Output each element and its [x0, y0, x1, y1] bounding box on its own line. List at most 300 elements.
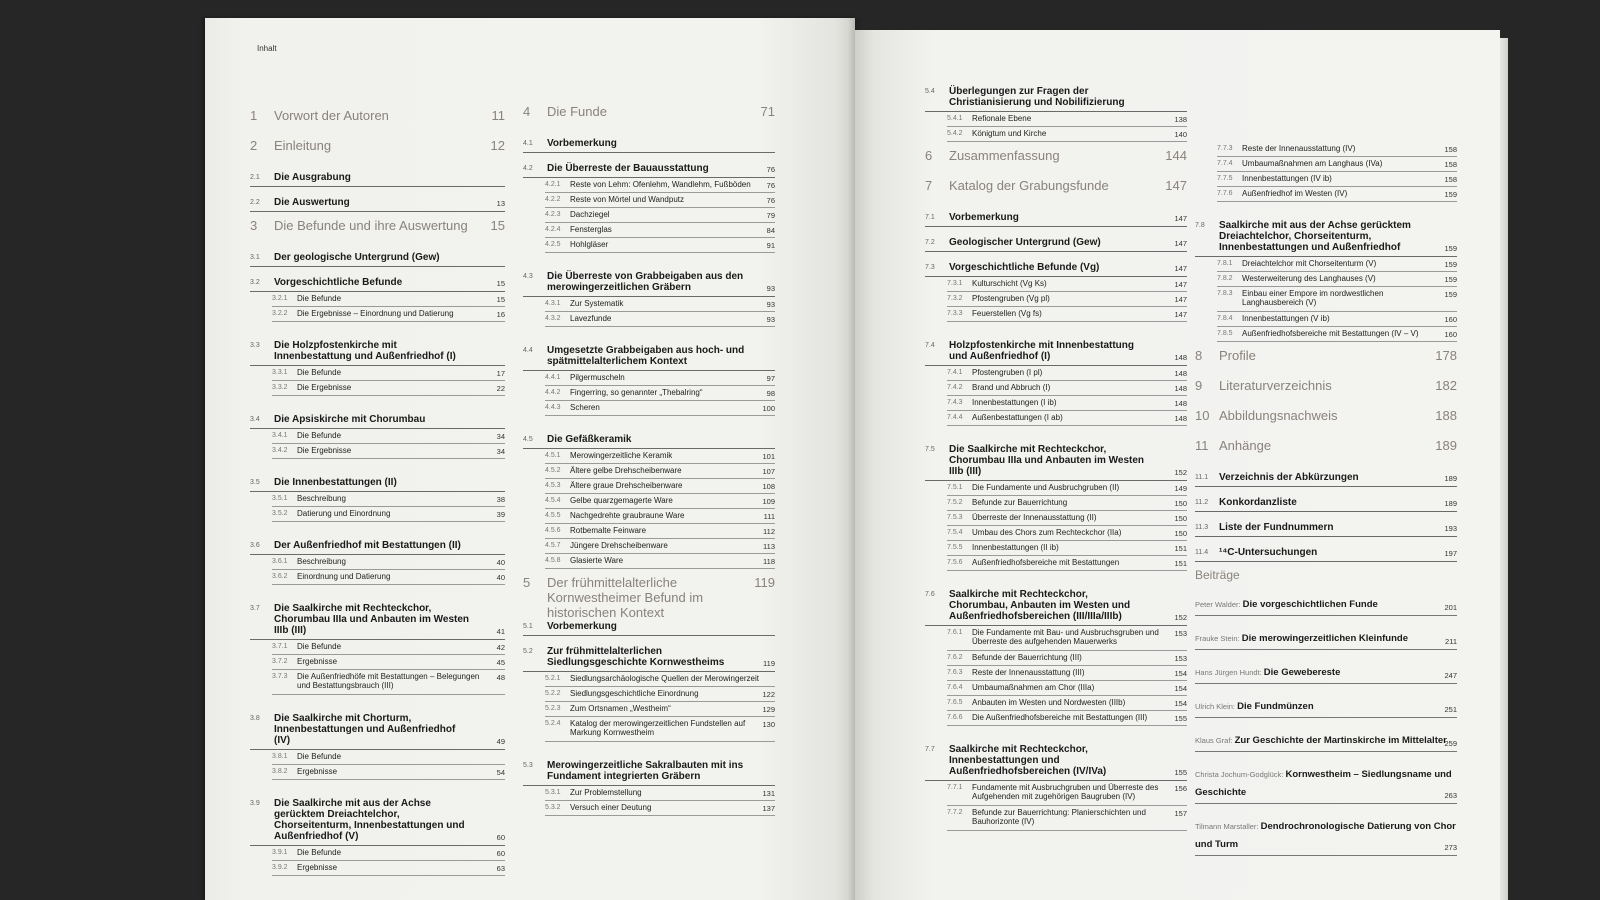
- toc-entry-title: Abbildungsnachweis: [1219, 408, 1338, 423]
- toc-entry-number: 3.6: [250, 542, 260, 549]
- toc-entry: [545, 401, 775, 416]
- toc-entry: [947, 681, 1187, 696]
- toc-entry-number: 3.2.2: [272, 310, 288, 317]
- toc-entry-page: 144: [1165, 148, 1187, 163]
- toc-entry: [947, 511, 1187, 526]
- toc-entry-page: 119: [754, 575, 775, 590]
- toc-entry-page: 76: [766, 165, 775, 174]
- toc-entry-page: 15: [496, 295, 505, 304]
- toc-entry: [1195, 468, 1457, 487]
- toc-entry-number: 5.2.2: [545, 690, 561, 697]
- toc-entry-title: Brand und Abbruch (I): [972, 383, 1051, 392]
- toc-entry: [947, 127, 1187, 142]
- toc-entry-page: 63: [496, 864, 505, 873]
- toc-entry: [545, 371, 775, 386]
- toc-column-2: [523, 98, 775, 816]
- contribution-author: Klaus Graf:: [1195, 736, 1235, 745]
- toc-entry-number: 3.3.1: [272, 369, 288, 376]
- toc-entry-page: 147: [1174, 264, 1187, 273]
- toc-entry-number: 3.4.1: [272, 432, 288, 439]
- toc-entry-number: 2: [250, 138, 258, 153]
- toc-entry: [272, 555, 505, 570]
- toc-entry-number: 3.3.2: [272, 384, 288, 391]
- toc-entry-page: 34: [496, 432, 505, 441]
- toc-entry: [545, 193, 775, 208]
- toc-entry-page: 150: [1174, 529, 1187, 538]
- toc-entry: [523, 569, 775, 620]
- toc-entry: [947, 411, 1187, 426]
- toc-entry-title: Innenbestattungen (IV ib): [1242, 174, 1332, 183]
- contribution-entry: [1195, 812, 1457, 856]
- toc-entry-title: Zur Problemstellung: [570, 788, 642, 797]
- toc-entry-title: Anbauten im Westen und Nordwesten (IIIb): [972, 698, 1126, 707]
- toc-entry-title: Umbaumaßnahmen am Langhaus (IVa): [1242, 159, 1383, 168]
- toc-entry-number: 5: [523, 575, 531, 590]
- toc-entry-page: 93: [766, 300, 775, 309]
- toc-entry-number: 7.8.2: [1217, 275, 1233, 282]
- toc-entry-number: 7.5.2: [947, 499, 963, 506]
- toc-entry: [947, 292, 1187, 307]
- toc-entry-number: 4.5.5: [545, 512, 561, 519]
- toc-entry-title: Die Saalkirche mit Chorturm, Innenbestattungen und Außenfriedhof (IV): [274, 713, 456, 746]
- toc-entry-page: 155: [1174, 768, 1187, 777]
- toc-entry-page: 150: [1174, 499, 1187, 508]
- toc-entry-number: 4: [523, 104, 531, 119]
- toc-entry-title: Innenbestattungen (V ib): [1242, 314, 1330, 323]
- toc-entry: [545, 178, 775, 193]
- contribution-page: 273: [1444, 843, 1457, 852]
- toc-entry: [947, 626, 1187, 651]
- toc-entry-page: 156: [1174, 784, 1187, 793]
- toc-entry-page: 151: [1174, 559, 1187, 568]
- contribution-entry: [1195, 760, 1457, 804]
- toc-entry: [925, 585, 1187, 626]
- toc-entry-title: Zum Ortsnamen „Westheim“: [570, 704, 671, 713]
- toc-entry-title: Außenfriedhof im Westen (IV): [1242, 189, 1348, 198]
- toc-entry: [545, 312, 775, 327]
- toc-entry-page: 11: [491, 108, 505, 123]
- toc-entry-number: 5.1: [523, 623, 533, 630]
- toc-entry-number: 4.2.4: [545, 226, 561, 233]
- toc-entry-title: Anhänge: [1219, 438, 1272, 453]
- toc-entry-title: Der frühmittelalterliche Kornwestheimer Befund im historischen Kontext: [547, 575, 704, 620]
- toc-entry: [947, 366, 1187, 381]
- toc-entry-number: 7.6.2: [947, 654, 963, 661]
- toc-entry: [545, 386, 775, 401]
- toc-entry: [545, 479, 775, 494]
- toc-entry-title: Vorgeschichtliche Befunde: [274, 277, 403, 288]
- toc-entry: [1195, 432, 1457, 462]
- toc-entry: [523, 159, 775, 178]
- contribution-title: Die Gewebereste: [1263, 667, 1341, 678]
- toc-entry-title: Die Überreste von Grabbeigaben aus den merowingerzeitlichen Gräbern: [547, 271, 744, 293]
- toc-entry-page: 148: [1174, 399, 1187, 408]
- contribution-entry: [1195, 624, 1457, 650]
- toc-entry-number: 7.5.4: [947, 529, 963, 536]
- toc-entry: [250, 102, 505, 132]
- contribution-page: 211: [1445, 637, 1457, 646]
- toc-entry: [272, 429, 505, 444]
- toc-entry-page: 12: [490, 138, 505, 153]
- toc-entry-number: 4.5.6: [545, 527, 561, 534]
- toc-entry-page: 76: [766, 196, 775, 205]
- toc-entry-page: 119: [763, 659, 775, 668]
- toc-entry: [523, 134, 775, 153]
- toc-entry: [250, 273, 505, 292]
- toc-entry-page: 189: [1444, 499, 1457, 508]
- toc-entry-title: Die Innenbestattungen (II): [274, 477, 397, 488]
- toc-entry-number: 3.9.2: [272, 864, 288, 871]
- toc-entry-title: Umgesetzte Grabbeigaben aus hoch- und spätmittelalterlichem Kontext: [547, 345, 745, 367]
- toc-entry-title: Die Überreste der Bauausstattung: [547, 163, 709, 174]
- toc-entry: [1217, 272, 1457, 287]
- toc-entry-title: Datierung und Einordnung: [297, 509, 391, 518]
- toc-entry-title: Dachziegel: [570, 210, 610, 219]
- toc-entry-number: 11.3: [1195, 524, 1209, 531]
- toc-entry-page: 40: [496, 573, 505, 582]
- toc-entry-page: 71: [760, 104, 775, 119]
- toc-entry: [523, 267, 775, 297]
- toc-entry: [947, 806, 1187, 831]
- toc-entry-page: 113: [763, 542, 775, 551]
- toc-entry-number: 5.3: [523, 762, 533, 769]
- toc-entry-number: 4.1: [523, 140, 533, 147]
- toc-entry-title: Überreste der Innenausstattung (II): [972, 513, 1097, 522]
- toc-entry-title: Pilgermuscheln: [570, 373, 625, 382]
- toc-entry: [925, 258, 1187, 277]
- toc-entry-title: Zur Systematik: [570, 299, 624, 308]
- toc-entry: [947, 307, 1187, 322]
- toc-entry-page: 155: [1174, 714, 1187, 723]
- toc-entry-page: 158: [1444, 160, 1457, 169]
- toc-entry-page: 15: [490, 218, 505, 233]
- toc-entry: [925, 82, 1187, 112]
- toc-entry: [947, 396, 1187, 411]
- toc-entry-number: 3.7.3: [272, 673, 288, 680]
- toc-entry-page: 122: [762, 690, 775, 699]
- toc-entry-number: 7: [925, 178, 933, 193]
- toc-entry-number: 3.6.1: [272, 558, 288, 565]
- contribution-title: Die Fundmünzen: [1237, 701, 1314, 712]
- toc-entry: [947, 277, 1187, 292]
- toc-entry-title: Die Ergebnisse – Einordnung und Datierung: [297, 309, 454, 318]
- toc-entry: [545, 494, 775, 509]
- toc-entry-title: Die Befunde: [297, 642, 342, 651]
- toc-entry-title: Katalog der Grabungsfunde: [949, 178, 1109, 193]
- toc-entry: [925, 440, 1187, 481]
- toc-entry-page: 45: [496, 658, 505, 667]
- toc-entry-page: 153: [1174, 629, 1187, 638]
- toc-entry-number: 3.6.2: [272, 573, 288, 580]
- toc-entry-page: 60: [496, 849, 505, 858]
- contribution-entry: [1195, 590, 1457, 616]
- toc-entry-title: Vorbemerkung: [547, 621, 617, 632]
- toc-entry-title: Zur frühmittelalterlichen Siedlungsgeschichte Kornwestheims: [547, 646, 725, 668]
- toc-entry-page: 151: [1174, 544, 1187, 553]
- toc-entry: [250, 473, 505, 492]
- toc-entry-page: 147: [1174, 310, 1187, 319]
- toc-entry-page: 39: [496, 510, 505, 519]
- toc-entry-page: 98: [766, 389, 775, 398]
- toc-entry-title: Saalkirche mit aus der Achse gerücktem Dreiachtelchor, Chorseitenturm, Innenbestattungen und Außenfriedhof: [1219, 220, 1411, 253]
- contribution-page: 263: [1444, 791, 1457, 800]
- toc-entry: [1195, 493, 1457, 512]
- toc-entry-title: Befunde der Bauerrichtung (III): [972, 653, 1082, 662]
- toc-entry-number: 11.4: [1195, 549, 1209, 556]
- contribution-entry: [1195, 658, 1457, 684]
- toc-entry: [925, 142, 1187, 172]
- contribution-entry: [1195, 692, 1457, 718]
- toc-entry-page: 118: [763, 557, 775, 566]
- toc-entry-page: 138: [1174, 115, 1187, 124]
- toc-entry-title: Vorbemerkung: [547, 138, 617, 149]
- toc-entry-page: 189: [1435, 438, 1457, 453]
- toc-entry-page: 148: [1174, 414, 1187, 423]
- toc-entry: [545, 297, 775, 312]
- toc-entry-page: 91: [766, 241, 775, 250]
- toc-entry-page: 147: [1174, 239, 1187, 248]
- toc-entry-page: 154: [1174, 669, 1187, 678]
- toc-entry: [250, 336, 505, 366]
- toc-entry-page: 147: [1174, 214, 1187, 223]
- toc-entry-title: Die Saalkirche mit Rechteckchor, Chorumbau IIIa und Anbauten im Westen IIIb (III): [274, 603, 470, 636]
- toc-entry-title: Versuch einer Deutung: [570, 803, 652, 812]
- toc-entry: [272, 846, 505, 861]
- toc-entry-number: 7.4.2: [947, 384, 963, 391]
- toc-entry-page: 159: [1444, 260, 1457, 269]
- toc-entry: [947, 481, 1187, 496]
- toc-entry: [272, 307, 505, 322]
- toc-entry-number: 4.4.2: [545, 389, 561, 396]
- toc-entry-title: Die Fundamente mit Bau- und Ausbruchsgruben und Überreste des aufgehenden Mauerwerks: [972, 628, 1159, 646]
- toc-entry: [925, 740, 1187, 781]
- toc-entry: [272, 765, 505, 780]
- toc-entry-number: 3.4: [250, 416, 260, 423]
- toc-entry-title: Überlegungen zur Fragen der Christianisierung und Nobilifizierung: [949, 86, 1125, 108]
- toc-entry-number: 7.7.4: [1217, 160, 1233, 167]
- toc-entry-page: 189: [1444, 474, 1457, 483]
- toc-column-1: [250, 102, 505, 876]
- contribution-author: Tilmann Marstaller:: [1195, 822, 1261, 831]
- toc-entry: [250, 536, 505, 555]
- toc-entry-title: Scheren: [570, 403, 600, 412]
- toc-entry-number: 4.2.1: [545, 181, 561, 188]
- toc-entry-title: Die Apsiskirche mit Chorumbau: [274, 414, 426, 425]
- toc-entry-number: 7.8.5: [1217, 330, 1233, 337]
- toc-entry: [1195, 543, 1457, 562]
- toc-entry-title: Vorwort der Autoren: [274, 108, 389, 123]
- toc-entry-number: 7.5.1: [947, 484, 963, 491]
- toc-entry: [250, 709, 505, 750]
- toc-entry-title: Die Auswertung: [274, 197, 350, 208]
- toc-entry-number: 7.1: [925, 214, 935, 221]
- toc-entry-title: Zusammenfassung: [949, 148, 1060, 163]
- toc-entry: [947, 696, 1187, 711]
- toc-entry-title: Fundamente mit Ausbruchgruben und Überreste des Aufgehenden mit zugehörigen Baugruben (IV): [972, 783, 1159, 801]
- toc-entry-title: Rotbemalte Feinware: [570, 526, 647, 535]
- toc-entry: [545, 554, 775, 569]
- toc-entry-page: 154: [1174, 699, 1187, 708]
- toc-entry-number: 6: [925, 148, 933, 163]
- contribution-page: 259: [1444, 739, 1457, 748]
- toc-entry-title: Ergebnisse: [297, 657, 338, 666]
- toc-entry-title: Ältere gelbe Drehscheibenware: [570, 466, 682, 475]
- toc-entry-number: 7.7.5: [1217, 175, 1233, 182]
- toc-entry: [947, 541, 1187, 556]
- left-page: [205, 18, 855, 900]
- toc-entry-page: 159: [1444, 275, 1457, 284]
- toc-entry-number: 3.5.2: [272, 510, 288, 517]
- toc-entry-title: Die Befunde: [297, 752, 342, 761]
- toc-entry-number: 3.5: [250, 479, 260, 486]
- toc-entry-number: 7.3.3: [947, 310, 963, 317]
- toc-entry-number: 7.5: [925, 446, 935, 453]
- toc-entry: [545, 238, 775, 253]
- toc-entry: [545, 509, 775, 524]
- toc-entry-number: 7.6.5: [947, 699, 963, 706]
- toc-entry: [545, 717, 775, 742]
- toc-entry: [1217, 312, 1457, 327]
- toc-entry-number: 4.5: [523, 436, 533, 443]
- toc-entry-number: 7.5.3: [947, 514, 963, 521]
- contribution-author: Frauke Stein:: [1195, 634, 1242, 643]
- toc-entry-page: 130: [762, 720, 775, 729]
- toc-entry: [947, 556, 1187, 571]
- toc-entry-title: Umbaumaßnahmen am Chor (IIIa): [972, 683, 1095, 692]
- toc-entry-number: 3.9.1: [272, 849, 288, 856]
- toc-entry-title: Kulturschicht (Vg Ks): [972, 279, 1047, 288]
- toc-entry-number: 7.7.3: [1217, 145, 1233, 152]
- toc-entry: [1195, 372, 1457, 402]
- toc-entry-number: 7.4.4: [947, 414, 963, 421]
- toc-entry: [272, 655, 505, 670]
- toc-entry: [250, 410, 505, 429]
- toc-entry-title: Befunde zur Bauerrichtung: Planierschichten und Bauhorizonte (IV): [972, 808, 1146, 826]
- toc-entry-title: Die Gefäßkeramik: [547, 434, 632, 445]
- toc-entry-title: Einordnung und Datierung: [297, 572, 391, 581]
- toc-entry-title: Merowingerzeitliche Keramik: [570, 451, 673, 460]
- toc-entry: [250, 599, 505, 640]
- toc-entry-title: Siedlungsgeschichtliche Einordnung: [570, 689, 699, 698]
- toc-entry-number: 7.3.2: [947, 295, 963, 302]
- toc-entry: [250, 794, 505, 846]
- page-edge: [1500, 38, 1508, 900]
- toc-entry-page: 42: [496, 643, 505, 652]
- toc-entry-page: 108: [762, 482, 775, 491]
- toc-entry-number: 4.5.1: [545, 452, 561, 459]
- toc-entry-page: 158: [1444, 145, 1457, 154]
- toc-entry-title: Die Ausgrabung: [274, 172, 351, 183]
- toc-entry-title: Konkordanzliste: [1219, 497, 1297, 508]
- toc-entry: [272, 570, 505, 585]
- toc-entry-number: 5.2.1: [545, 675, 561, 682]
- toc-entry-title: Vorgeschichtliche Befunde (Vg): [949, 262, 1100, 273]
- toc-entry-page: 159: [1444, 190, 1457, 199]
- toc-entry-page: 16: [496, 310, 505, 319]
- toc-entry-number: 5.2.3: [545, 705, 561, 712]
- toc-entry-number: 9: [1195, 378, 1203, 393]
- toc-entry-number: 4.2.3: [545, 211, 561, 218]
- toc-entry-title: Befunde zur Bauerrichtung: [972, 498, 1068, 507]
- toc-entry-number: 3.7: [250, 605, 260, 612]
- toc-entry-number: 3.7.2: [272, 658, 288, 665]
- toc-entry: [947, 496, 1187, 511]
- toc-entry-title: Ergebnisse: [297, 863, 338, 872]
- toc-entry-page: 40: [496, 558, 505, 567]
- toc-entry-number: 4.5.3: [545, 482, 561, 489]
- toc-entry-title: Fensterglas: [570, 225, 612, 234]
- contribution-title: Die vorgeschichtlichen Funde: [1242, 599, 1378, 610]
- toc-entry-title: Dreiachtelchor mit Chorseitenturm (V): [1242, 259, 1377, 268]
- toc-entry: [925, 208, 1187, 227]
- toc-entry-page: 13: [496, 199, 505, 208]
- toc-entry-number: 2.1: [250, 174, 260, 181]
- toc-entry-page: 188: [1435, 408, 1457, 423]
- toc-entry: [523, 341, 775, 371]
- toc-entry: [523, 617, 775, 636]
- contribution-page: 247: [1444, 671, 1457, 680]
- toc-entry-title: Ergebnisse: [297, 767, 338, 776]
- toc-entry-page: 112: [763, 527, 775, 536]
- toc-entry-title: Pfostengruben (I pl): [972, 368, 1043, 377]
- toc-entry-page: 148: [1174, 369, 1187, 378]
- toc-entry-page: 76: [766, 181, 775, 190]
- toc-entry-page: 150: [1174, 514, 1187, 523]
- toc-entry-page: 140: [1174, 130, 1187, 139]
- toc-entry-number: 2.2: [250, 199, 260, 206]
- toc-entry-title: Saalkirche mit Rechteckchor, Innenbestattungen und Außenfriedhofsbereichen (IV/IVa): [949, 744, 1107, 777]
- toc-entry-number: 5.3.1: [545, 789, 561, 796]
- toc-entry-number: 5.4.2: [947, 130, 963, 137]
- toc-entry-number: 4.5.4: [545, 497, 561, 504]
- toc-entry: [1217, 327, 1457, 342]
- toc-entry-title: Liste der Fundnummern: [1219, 522, 1334, 533]
- toc-entry-title: Ältere graue Drehscheibenware: [570, 481, 683, 490]
- toc-entry-number: 3.5.1: [272, 495, 288, 502]
- toc-entry-title: Die Fundamente und Ausbruchgruben (II): [972, 483, 1120, 492]
- toc-entry-page: 48: [496, 673, 505, 682]
- toc-entry-page: 109: [762, 497, 775, 506]
- toc-entry-number: 5.4.1: [947, 115, 963, 122]
- toc-entry-number: 7.6.6: [947, 714, 963, 721]
- toc-entry: [545, 208, 775, 223]
- toc-entry-number: 11: [1195, 438, 1209, 453]
- toc-entry-number: 3.7.1: [272, 643, 288, 650]
- toc-entry-title: Die Ergebnisse: [297, 383, 352, 392]
- toc-entry-title: Außenfriedhofsbereiche mit Bestattungen (IV – V): [1242, 329, 1419, 338]
- toc-entry-number: 4.4.3: [545, 404, 561, 411]
- toc-entry: [1217, 157, 1457, 172]
- toc-entry-title: Die Befunde und ihre Auswertung: [274, 218, 468, 233]
- toc-entry-number: 4.5.2: [545, 467, 561, 474]
- toc-entry-number: 1: [250, 108, 258, 123]
- toc-entry: [272, 292, 505, 307]
- toc-entry-number: 7.6.1: [947, 629, 963, 636]
- toc-entry-title: Die Außenfriedhöfe mit Bestattungen – Belegungen und Bestattungsbrauch (III): [297, 672, 480, 690]
- toc-entry-page: 79: [766, 211, 775, 220]
- toc-entry-number: 7.4.1: [947, 369, 963, 376]
- contribution-author: Ulrich Klein:: [1195, 702, 1238, 711]
- toc-entry: [272, 444, 505, 459]
- toc-entry-title: Die Befunde: [297, 294, 342, 303]
- toc-entry-page: 160: [1444, 330, 1457, 339]
- contribution-title: Zur Geschichte der Martinskirche im Mittelalter: [1234, 735, 1447, 746]
- toc-entry-number: 4.3.1: [545, 300, 561, 307]
- toc-entry-number: 4.2.2: [545, 196, 561, 203]
- toc-entry-title: Geologischer Untergrund (Gew): [949, 237, 1101, 248]
- toc-entry-title: Lavezfunde: [570, 314, 612, 323]
- toc-entry-number: 7.4.3: [947, 399, 963, 406]
